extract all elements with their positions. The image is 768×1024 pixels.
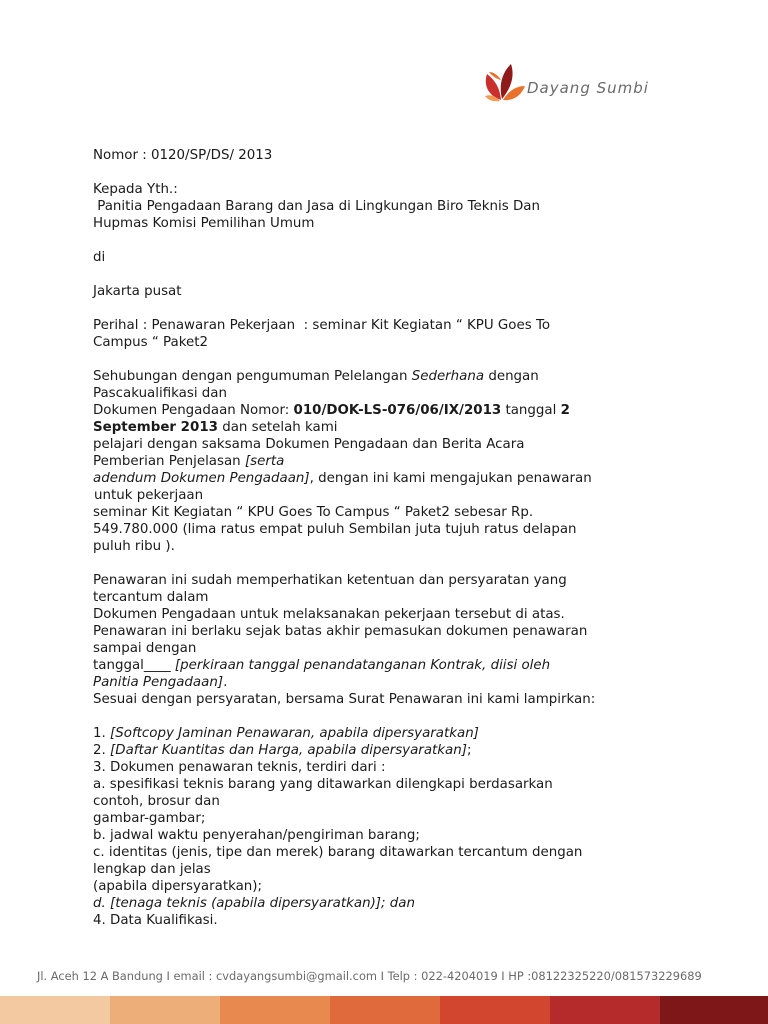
text-span: tanggal____ <box>93 658 175 673</box>
footer-address: Jl. Aceh 12 A Bandung I email : cvdayangsumbi@gmail.com I Telp : 022-4204019 I HP :08122325220/081573229689 <box>37 969 702 983</box>
company-name: Dayang Sumbi <box>527 79 649 97</box>
subject-line-1: Perihal : Penawaran Pekerjaan : seminar Kit Kegiatan “ KPU Goes To <box>93 318 551 333</box>
list-item: b. jadwal waktu penyerahan/pengiriman barang; <box>93 828 420 843</box>
text-line: seminar Kit Kegiatan “ KPU Goes To Campus “ Paket2 sebesar Rp. <box>93 505 534 520</box>
color-bar-segment <box>550 996 660 1024</box>
document-date-month-year: September 2013 <box>93 420 218 435</box>
text-span: dan setelah kami <box>217 420 338 435</box>
company-logo <box>481 60 681 110</box>
text-span: [Daftar Kuantitas dan Harga, apabila dipersyaratkan] <box>110 743 467 758</box>
paragraph-1 <box>93 368 693 555</box>
text-span: 2. <box>93 743 111 758</box>
list-item: contoh, brosur dan <box>93 794 220 809</box>
text-line: Penawaran ini berlaku sejak batas akhir pemasukan dokumen penawaran <box>93 624 588 639</box>
list-item: 4. Data Kualifikasi. <box>93 913 218 928</box>
list-item: a. spesifikasi teknis barang yang ditawarkan dilengkapi berdasarkan <box>93 777 553 792</box>
text-span: d. [tenaga teknis (apabila dipersyaratkan)]; dan <box>93 896 415 911</box>
text-span: 1. <box>93 726 111 741</box>
text-span: [Softcopy Jaminan Penawaran, apabila dipersyaratkan] <box>110 726 479 741</box>
recipient-line-1: Panitia Pengadaan Barang dan Jasa di Lingkungan Biro Teknis Dan <box>93 199 540 214</box>
text-span: Dokumen Pengadaan Nomor: <box>93 403 294 418</box>
offer-amount-line: 549.780.000 (lima ratus empat puluh Sembilan juta tujuh ratus delapan <box>93 522 577 537</box>
color-bar-segment <box>660 996 768 1024</box>
text-line: Pascakualifikasi dan <box>93 386 228 401</box>
color-bar-segment <box>330 996 440 1024</box>
list-item <box>93 725 693 742</box>
text-span: tanggal <box>501 403 561 418</box>
list-item <box>93 742 693 759</box>
text-span: ; <box>466 743 472 758</box>
text-span: . <box>223 675 228 690</box>
subject-line-2: Campus “ Paket2 <box>93 335 208 350</box>
text-line: puluh ribu ). <box>93 539 175 554</box>
text-span: Sederhana <box>411 369 485 384</box>
text-span: [serta <box>244 454 285 469</box>
text-span: Pemberian Penjelasan <box>93 454 245 469</box>
text-span: Panitia Pengadaan] <box>93 675 224 690</box>
text-line: Sesuai dengan persyaratan, bersama Surat Penawaran ini kami lampirkan: <box>93 692 596 707</box>
di-line: di <box>93 250 106 265</box>
list-item: lengkap dan jelas <box>93 862 211 877</box>
list-item: c. identitas (jenis, tipe dan merek) barang ditawarkan tercantum dengan <box>93 845 583 860</box>
color-bar-segment <box>0 996 110 1024</box>
text-span: dengan <box>484 369 539 384</box>
color-bar-segment <box>440 996 550 1024</box>
attachment-list <box>93 725 693 929</box>
footer-color-bar <box>0 996 768 1024</box>
text-line: Dokumen Pengadaan untuk melaksanakan pekerjaan tersebut di atas. <box>93 607 565 622</box>
list-item: (apabila dipersyaratkan); <box>93 879 263 894</box>
color-bar-segment <box>220 996 330 1024</box>
text-span: , dengan ini kami mengajukan penawaran <box>309 471 592 486</box>
city-line: Jakarta pusat <box>93 284 182 299</box>
text-span: Sehubungan dengan pengumuman Pelelangan <box>93 369 412 384</box>
text-line: tercantum dalam <box>93 590 209 605</box>
document-number: 010/DOK-LS-076/06/IX/2013 <box>293 403 502 418</box>
text-line: pelajari dengan saksama Dokumen Pengadaan dan Berita Acara <box>93 437 525 452</box>
list-item: 3. Dokumen penawaran teknis, terdiri dari : <box>93 760 386 775</box>
letter-number: Nomor : 0120/SP/DS/ 2013 <box>93 148 273 163</box>
text-span: [perkiraan tanggal penandatanganan Kontrak, diisi oleh <box>174 658 551 673</box>
text-line: untuk pekerjaan <box>94 488 204 503</box>
text-line: Penawaran ini sudah memperhatikan ketentuan dan persyaratan yang <box>93 573 567 588</box>
butterfly-logo-icon <box>481 60 527 106</box>
paragraph-2 <box>93 572 693 708</box>
list-item <box>93 895 693 912</box>
recipient-line-2: Hupmas Komisi Pemilihan Umum <box>93 216 315 231</box>
text-line: sampai dengan <box>93 641 197 656</box>
color-bar-segment <box>110 996 220 1024</box>
text-span: adendum Dokumen Pengadaan] <box>93 471 310 486</box>
salutation: Kepada Yth.: <box>93 182 178 197</box>
letter-body <box>93 147 693 929</box>
document-date-day: 2 <box>560 403 570 418</box>
list-item: gambar-gambar; <box>93 811 206 826</box>
